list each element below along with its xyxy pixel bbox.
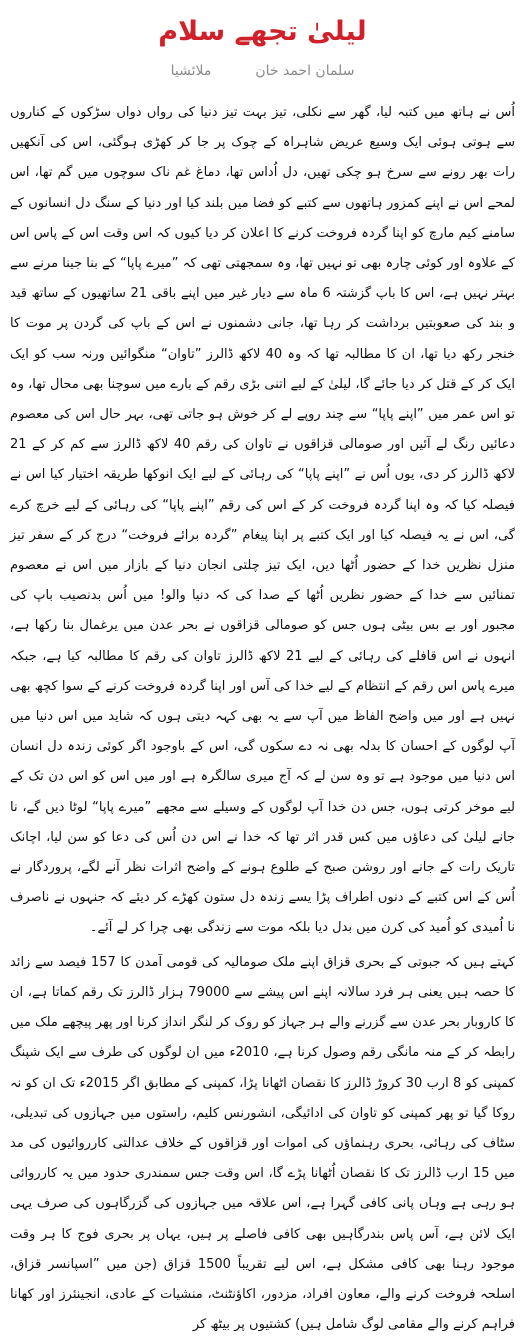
author-name: سلمان احمد خان: [255, 63, 355, 79]
paragraph-1: اُس نے ہاتھ میں کتبہ لیا، گھر سے نکلی، تیز بہت تیز دنیا کی رواں دواں سڑکوں کے کناروں سے ہوتی ہوئی ایک وسیع عریض شاہراہ کے چوک پر جا کر کھڑی ہوگئی، اس کی آنکھیں رات بھر رونے سے سرخ ہو چکی تھیں، دل اُداس تھا، دماغ غم ناک سوچوں میں گم تھا، اس لمحے اس نے اپنے کمزور ہاتھوں سے کتبے کو فضا میں بلند کیا اور دنیا کے سنگ دل انسانوں کے سامنے کیم مارچ کو اپنا گردہ فروخت کرنے کا اعلان کر دیا کیوں کہ اس وقت اس کے پاس اس کے علاوہ اور کوئی چارہ بھی تو نہیں تھا، وہ سمجھتی تھی کہ ”میرے پاپا“ کے بنا جینا مرنے سے بہتر نہیں ہے، اس کا باپ گزشتہ 6 ماہ سے دیار غیر میں اپنے باقی 21 ساتھیوں کے ساتھ قید و بند کی صعوبتیں برداشت کر رہا تھا، جانی دشمنوں نے اس کے باپ کی گردن پر موت کا خنجر رکھ دیا تھا، ان کا مطالبہ تھا کہ وہ 40 لاکھ ڈالرز ”تاوان“ منگوائیں ورنہ سب کو ایک ایک کر کے قتل کر دیا جائے گا، لیلیٰ کے لیے اتنی بڑی رقم کے بارے میں سوچنا بھی محال تھا، وہ تو اس عمر میں ”اپنے پاپا“ سے چند روپے لے کر خوش ہو جاتی تھی، بہر حال اس کی معصوم دعائیں رنگ لے آئیں اور صومالی قزاقوں نے تاوان کی رقم 40 لاکھ ڈالرز سے کم کر کے 21 لاکھ ڈالرز کر دی، یوں اُس نے ”اپنے پاپا“ کی رہائی کے لیے ایک انوکھا طریقہ اختیار کیا اس نے فیصلہ کیا کہ وہ اپنا گردہ فروخت کر کے اس کی رقم ”اپنے پاپا“ کی رہائی کے لیے خرچ کرے گی، اس نے یہ فیصلہ کیا اور ایک کتبے پر اپنا پیغام ”گردہ برائے فروخت“ درج کر کے سفر تیز منزل نظریں خدا کے حضور اُٹھا دیں، ایک تیز چلتی انجان دنیا کے بازار میں اس نے معصوم تمنائیں سے خدا کے حضور نظریں اُٹھا کے صدا کی کہ دنیا والو! میں اُس بدنصیب باپ کی مجبور اور بے بس بیٹی ہوں جس کو صومالی قزاقوں نے بحر عدن میں یرغمال بنا رکھا ہے، انہوں نے اس قافلے کی رہائی کے لیے 21 لاکھ ڈالرز تاوان کی رقم کا مطالبہ کیا ہے، جبکہ میرے پاس اس رقم کے انتظام کے لیے خدا کی آس اور اپنا گردہ فروخت کرنے کے سوا کچھ بھی نہیں ہے اور میں واضح الفاظ میں آپ سے یہ بھی کہہ دیتی ہوں کہ شاید میں اس دنیا میں آپ لوگوں کے احسان کا بدلہ بھی نہ دے سکوں گی، اس کے باوجود اگر کوئی زندہ دل انسان اس دنیا میں موجود ہے تو وہ سن لے کہ آج میری سالگرہ ہے اور میں اس کو اس دن تک کے لیے موخر کرتی ہوں، جس دن خدا آپ لوگوں کے وسیلے سے مجھے ”میرے پاپا“ لوٹا دیں گے، نا جانے لیلیٰ کی دعاؤں میں کس قدر اثر تھا کہ خدا نے اس دن اُس کی دعا کو سن لیا، اچانک تاریک رات کے جانے اور روشن صبح کے طلوع ہونے کے واضح اثرات نظر آنے لگے، پروردگار نے اُس کے اس کتبے کے دنوں اطراف پڑا یسے زندہ دل ستون کھڑے کر دیئے کہ جنہوں نے ناصرف نا اُمیدی کو اُمید کی کرن میں بدل دیا بلکہ موت سے زندگی بھی چرا کر لے آئے۔: [10, 105, 515, 936]
author-location: ملائشیا: [170, 63, 212, 79]
paragraph-2: کہتے ہیں کہ جبوتی کے بحری قزاق اپنے ملک صومالیہ کی قومی آمدن کا 157 فیصد سے زائد کا حصہ ہیں یعنی ہر فرد سالانہ اپنے اس پیشے سے 79000 ہزار ڈالرز تک رقم کماتا ہے، ان کا کاروبار بحر عدن سے گزرنے والے ہر جہاز کو روک کر لنگر انداز کرنا اور پھر پیچھے ملک میں رابطہ کر کے منہ مانگی رقم وصول کرنا ہے، 2010ء میں ان لوگوں کی طرف سے ایک شپنگ کمپنی کو 8 ارب 30 کروڑ ڈالرز کا نقصان اٹھانا پڑا، کمپنی کے مطابق اگر 2015ء تک ان کو نہ روکا گیا تو پھر کمپنی کو تاوان کی ادائیگی، انشورنس کلیم، راستوں میں جہازوں کی تبدیلی، سٹاف کی رہائی، بحری رہنماؤں کی اموات اور قزاقوں کے خلاف عدالتی کارروائیوں کی مد میں 15 ارب ڈالرز تک کا نقصان اُٹھانا پڑے گا، اس وقت جس سمندری حدود میں یہ کارروائی ہو رہی ہے وہاں پانی کافی گہرا ہے، اس علاقہ میں جہازوں کی گزرگاہوں کی صرف یہی ایک لائن ہے، آس پاس بندرگاہیں بھی کافی فاصلے پر ہیں، یہاں پر بحری فوج کا ہر وقت موجود رہنا بھی کافی مشکل ہے، اس لیے تقریباً 1500 قزاق (جن میں ”اسپانسر قزاق، اسلحہ فروخت کرنے والے، معاون افراد، مزدور، اکاؤنٹنٹ، منشیات کے عادی، انجینئرز اور کھانا فراہم کرنے والے مقامی لوگ شامل ہیں) کشتیوں پر بیٹھ کر: [10, 954, 516, 1333]
byline: [10, 58, 515, 84]
article-title: لیلیٰ تجھے سلام: [158, 16, 367, 47]
